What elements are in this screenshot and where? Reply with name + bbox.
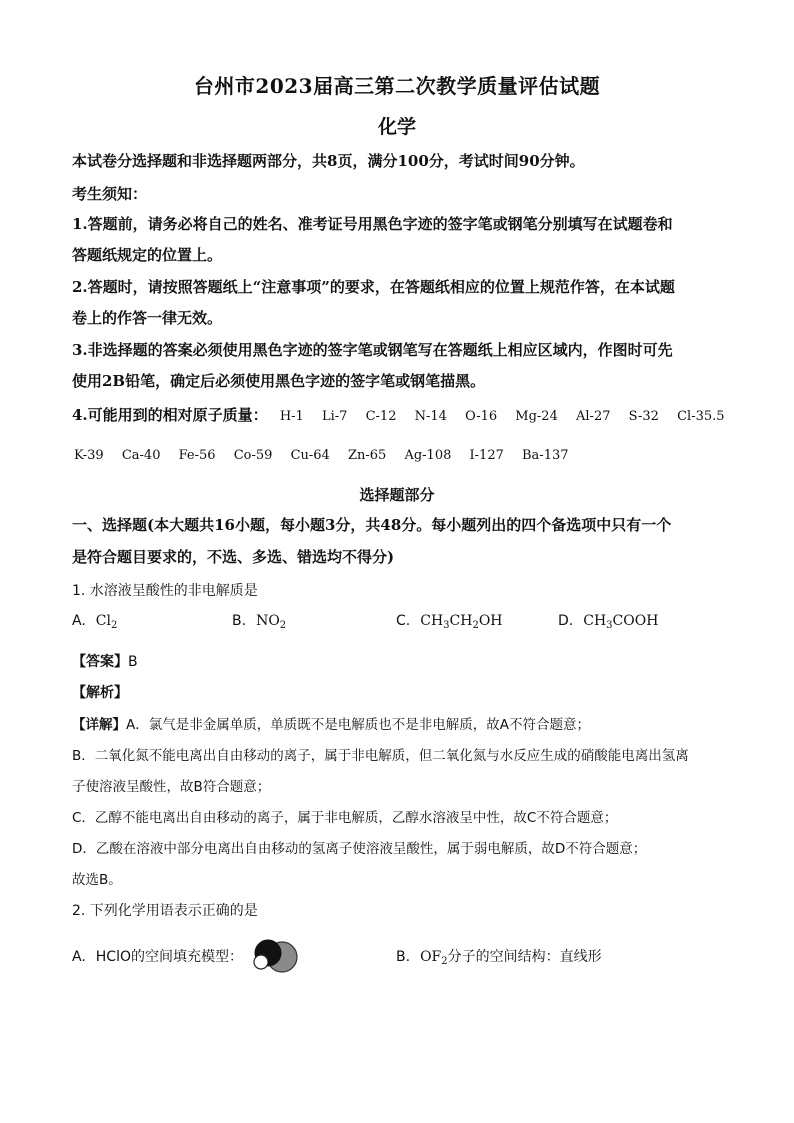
q1-analysis-label: 【解析】 bbox=[72, 685, 128, 701]
mass-item: Mg-24 bbox=[515, 409, 558, 424]
mass-item: Co-59 bbox=[233, 448, 273, 463]
mass-item: Ca-40 bbox=[121, 448, 161, 463]
subject-heading: 化学 bbox=[377, 116, 416, 138]
atomic-masses-row-1 bbox=[72, 404, 732, 425]
q1-answer: 【答案】B bbox=[72, 654, 138, 670]
mass-item: Al-27 bbox=[576, 409, 611, 424]
rule-2-line-1: 2.答题时，请按照答题纸上“注意事项”的要求，在答题纸相应的位置上规范作答，在本试题 bbox=[72, 278, 675, 296]
page-title: 台州市2023届高三第二次教学质量评估试题 bbox=[193, 74, 601, 98]
mass-item: I-127 bbox=[469, 448, 504, 463]
q1-detail-a: 【详解】A．氯气是非金属单质，单质既不是电解质也不是非电解质，故A不符合题意； bbox=[72, 717, 590, 733]
q1-option-c: C. $CH_3CH_2OH$ bbox=[396, 613, 503, 631]
notice-heading: 考生须知： bbox=[72, 185, 148, 203]
q1-detail-c: C．乙醇不能电离出自由移动的离子，属于非电解质，乙醇水溶液呈中性，故C不符合题意； bbox=[72, 810, 618, 826]
section-instructions-line-2: 是符合题目要求的，不选、多选、错选均不得分) bbox=[72, 548, 395, 566]
rule-1-line-2: 答题纸规定的位置上。 bbox=[72, 246, 223, 264]
q1-conclusion: 故选B。 bbox=[72, 872, 122, 888]
q1-detail-b-line-2: 子使溶液呈酸性，故B符合题意； bbox=[72, 779, 271, 795]
rule-2-line-2: 卷上的作答一律无效。 bbox=[72, 309, 223, 327]
mass-item: Ag-108 bbox=[404, 448, 452, 463]
mass-item: C-12 bbox=[365, 409, 397, 424]
q1-option-d: D. $CH_3COOH$ bbox=[558, 613, 659, 631]
q2-option-b: B. $OF_2$分子的空间结构：直线形 bbox=[396, 949, 602, 967]
mass-item: H-1 bbox=[279, 409, 304, 424]
mass-item: Ba-137 bbox=[522, 448, 569, 463]
q1-option-a: A. $Cl_2$ bbox=[72, 613, 118, 631]
q2-option-a: A. HClO的空间填充模型： bbox=[72, 949, 243, 965]
section-title: 选择题部分 bbox=[359, 486, 435, 504]
mass-item: O-16 bbox=[465, 409, 498, 424]
mass-item: S-32 bbox=[628, 409, 659, 424]
section-instructions-line-1: 一、选择题(本大题共16小题，每小题3分，共48分。每小题列出的四个备选项中只有一个 bbox=[72, 516, 672, 534]
rule-1-line-1: 1.答题前，请务必将自己的姓名、准考证号用黑色字迹的签字笔或钢笔分别填写在试题卷和 bbox=[72, 215, 673, 233]
q1-detail-b-line-1: B．二氧化氮不能电离出自由移动的离子，属于非电解质，但二氧化氮与水反应生成的硝酸能电离出氢离 bbox=[72, 748, 689, 764]
mass-item: Cu-64 bbox=[290, 448, 330, 463]
mass-item: Cl-35.5 bbox=[677, 409, 725, 424]
question-2-stem: 2. 下列化学用语表示正确的是 bbox=[72, 903, 258, 919]
rule-3-line-1: 3.非选择题的答案必须使用黑色字迹的签字笔或钢笔写在答题纸上相应区域内，作图时可先 bbox=[72, 341, 673, 359]
rule-4-lead: 4.可能用到的相对原子质量： bbox=[72, 406, 268, 424]
rule-3-line-2: 使用2B铅笔，确定后必须使用黑色字迹的签字笔或钢笔描黑。 bbox=[72, 372, 486, 390]
mass-item: K-39 bbox=[74, 448, 104, 463]
atomic-masses-row-2 bbox=[74, 448, 734, 463]
q1-detail-d: D．乙酸在溶液中部分电离出自由移动的氢离子使溶液呈酸性，属于弱电解质，故D不符合题意； bbox=[72, 841, 647, 857]
question-1-stem: 1. 水溶液呈酸性的非电解质是 bbox=[72, 583, 258, 599]
mass-item: Zn-65 bbox=[347, 448, 387, 463]
mass-item: Fe-56 bbox=[178, 448, 216, 463]
hclo-space-filling-model-icon bbox=[252, 938, 300, 974]
mass-item: Li-7 bbox=[321, 409, 348, 424]
q1-option-b: B. $NO_2$ bbox=[232, 613, 287, 631]
mass-item: N-14 bbox=[414, 409, 447, 424]
exam-summary: 本试卷分选择题和非选择题两部分，共8页，满分100分，考试时间90分钟。 bbox=[72, 152, 585, 170]
